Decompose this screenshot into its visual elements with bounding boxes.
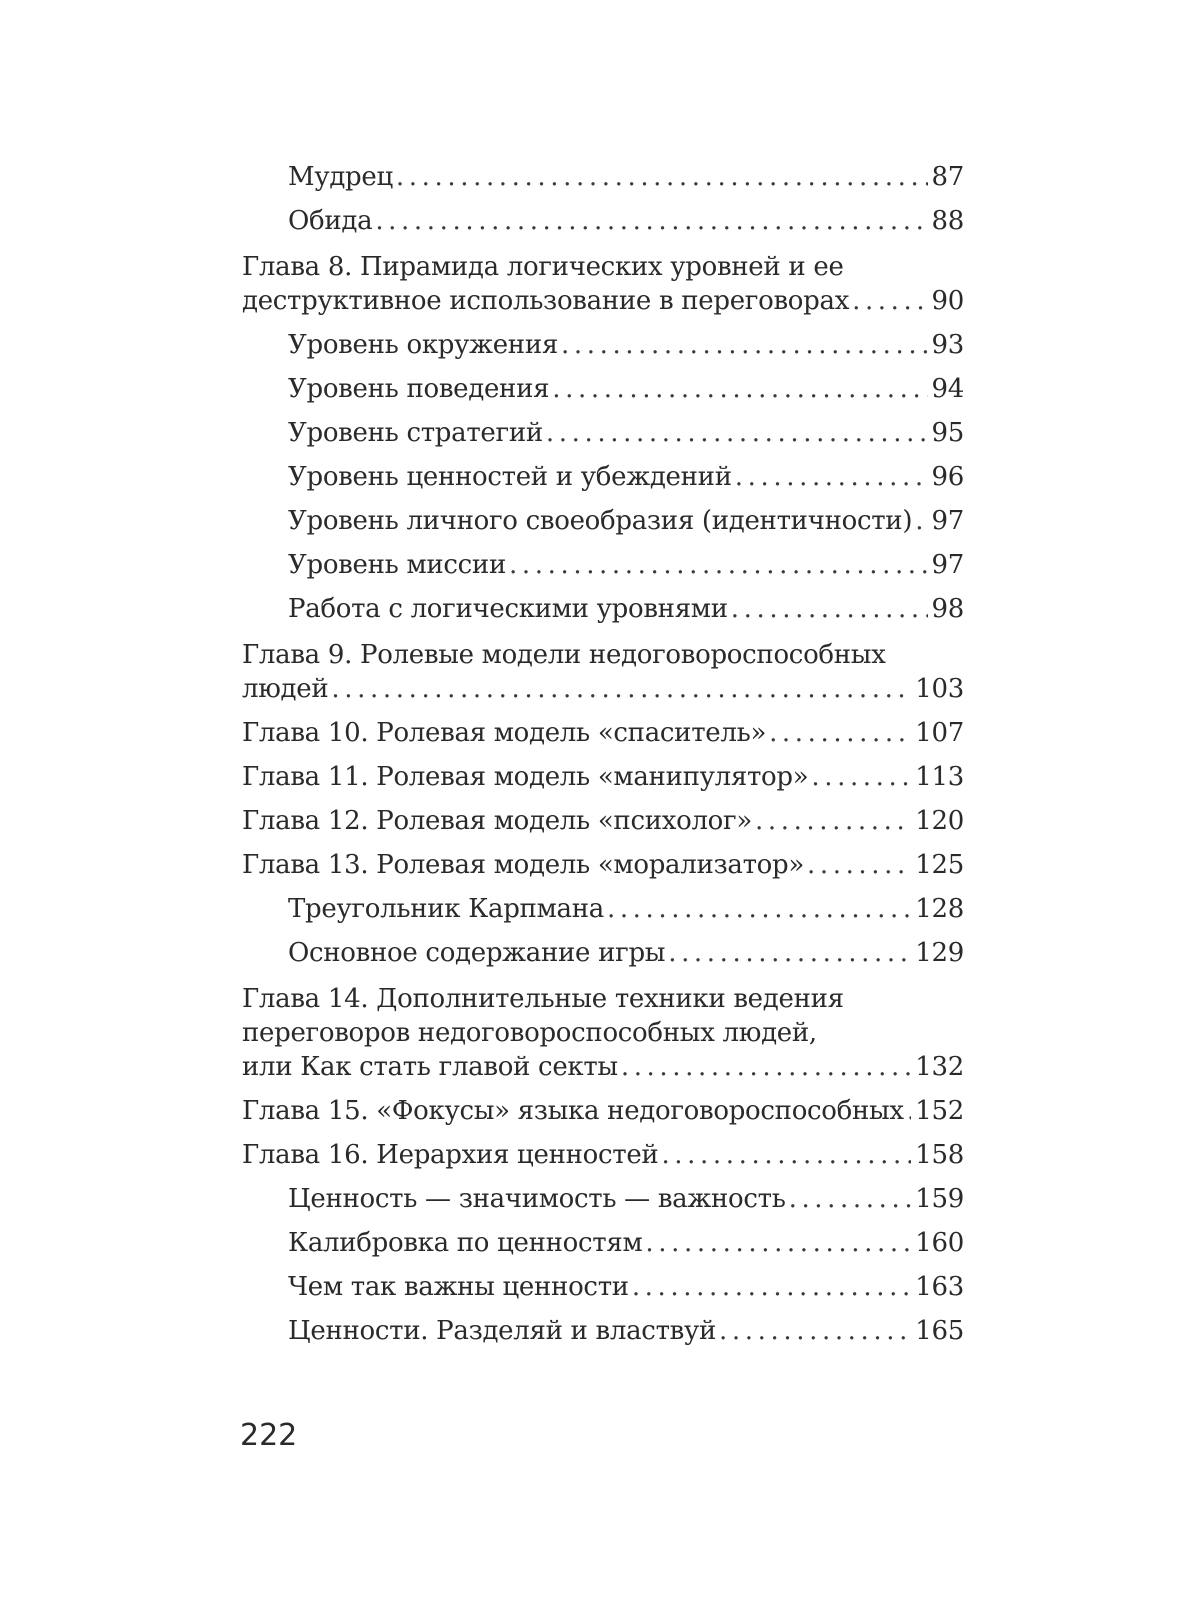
toc-entry-line <box>288 204 964 238</box>
dot-leader <box>645 1226 911 1260</box>
toc-title: Ценности. Разделяй и властвуй <box>288 1316 717 1346</box>
toc-page-number: 107 <box>915 718 964 748</box>
toc-title: Мудрец <box>288 162 393 192</box>
dot-leader <box>668 936 911 970</box>
dot-leader <box>719 1314 911 1348</box>
toc-title: Уровень миссии <box>288 550 506 580</box>
toc-title: Основное содержание игры <box>288 938 666 968</box>
toc-page-number: 96 <box>931 462 964 492</box>
dot-leader <box>509 548 928 582</box>
dot-leader <box>396 160 928 194</box>
toc-title: Ценность — значимость — важность <box>288 1184 786 1214</box>
toc-section-entry <box>242 504 964 538</box>
toc-page-number: 160 <box>915 1228 964 1258</box>
toc-title: людей <box>242 674 329 704</box>
toc-entry-line <box>288 936 964 970</box>
toc-page-number: 97 <box>931 506 964 536</box>
dot-leader <box>621 1050 911 1084</box>
toc-chapter-entry <box>242 716 964 750</box>
toc-chapter-entry <box>242 250 964 318</box>
toc-entry-line <box>288 416 964 450</box>
dot-leader <box>375 204 927 238</box>
toc-entry-line <box>242 672 964 706</box>
toc-chapter-entry <box>242 804 964 838</box>
toc-title: Уровень окружения <box>288 330 558 360</box>
toc-entry-line <box>288 504 964 538</box>
toc-title: Чем так важны ценности <box>288 1272 629 1302</box>
toc-chapter-entry <box>242 982 964 1084</box>
dot-leader <box>552 372 927 406</box>
toc-section-entry <box>242 936 964 970</box>
toc-section-entry <box>242 892 964 926</box>
toc-title: Глава 11. Ролевая модель «манипулятор» <box>242 762 809 792</box>
toc-title: Глава 15. «Фокусы» языка недоговороспособных <box>242 1096 904 1126</box>
toc-entry-line <box>242 716 964 750</box>
toc-page-number: 88 <box>931 206 964 236</box>
toc-entry-line <box>288 892 964 926</box>
toc-title: Глава 16. Иерархия ценностей <box>242 1140 659 1170</box>
toc-title: Глава 12. Ролевая модель «психолог» <box>242 806 752 836</box>
toc-section-entry <box>242 416 964 450</box>
toc-section-entry <box>242 548 964 582</box>
toc-title-line: Глава 14. Дополнительные техники ведения <box>242 984 844 1014</box>
table-of-contents <box>242 160 964 1348</box>
dot-leader <box>811 760 911 794</box>
toc-page-number: 97 <box>931 550 964 580</box>
dot-leader <box>735 460 928 494</box>
toc-page-number: 94 <box>931 374 964 404</box>
toc-entry-line <box>288 1182 964 1216</box>
dot-leader <box>561 328 928 362</box>
toc-section-entry <box>242 592 964 626</box>
toc-entry-line <box>242 1094 964 1128</box>
toc-section-entry <box>242 160 964 194</box>
toc-page-number: 159 <box>915 1184 964 1214</box>
toc-title: Глава 10. Ролевая модель «спаситель» <box>242 718 767 748</box>
toc-section-entry <box>242 1314 964 1348</box>
toc-chapter-entry <box>242 848 964 882</box>
toc-page-number: 129 <box>915 938 964 968</box>
toc-entry-line <box>288 372 964 406</box>
toc-title-line: Глава 9. Ролевые модели недоговороспособных <box>242 640 886 670</box>
toc-page-number: 95 <box>931 418 964 448</box>
toc-section-entry <box>242 1270 964 1304</box>
dot-leader <box>852 284 927 318</box>
toc-title: Уровень ценностей и убеждений <box>288 462 732 492</box>
toc-entry-line <box>288 1314 964 1348</box>
toc-title: Глава 13. Ролевая модель «морализатор» <box>242 850 804 880</box>
toc-section-entry <box>242 372 964 406</box>
dot-leader <box>331 672 911 706</box>
toc-page-number: 163 <box>915 1272 964 1302</box>
toc-section-entry <box>242 328 964 362</box>
toc-title: Треугольник Карпмана <box>288 894 604 924</box>
toc-title: или Как стать главой секты <box>242 1052 618 1082</box>
dot-leader <box>607 892 911 926</box>
toc-page-number: 125 <box>915 850 964 880</box>
toc-page-number: 165 <box>915 1316 964 1346</box>
dot-leader <box>915 504 927 538</box>
toc-entry-line <box>242 1138 964 1172</box>
dot-leader <box>789 1182 912 1216</box>
toc-page-number: 120 <box>915 806 964 836</box>
toc-title: Калибровка по ценностям <box>288 1228 643 1258</box>
toc-entry-line <box>288 1270 964 1304</box>
toc-entry-line <box>288 592 964 626</box>
toc-chapter-entry <box>242 760 964 794</box>
toc-entry-line <box>288 160 964 194</box>
page-number: 222 <box>240 1418 298 1453</box>
toc-page-number: 87 <box>931 162 964 192</box>
toc-entry-line <box>288 1226 964 1260</box>
dot-leader <box>907 1094 911 1128</box>
toc-section-entry <box>242 1226 964 1260</box>
toc-title: Уровень стратегий <box>288 418 543 448</box>
toc-title: Уровень личного своеобразия (идентичности) <box>288 506 913 536</box>
toc-entry-line <box>242 1050 964 1084</box>
dot-leader <box>661 1138 911 1172</box>
dot-leader <box>546 416 928 450</box>
toc-entry-line <box>288 460 964 494</box>
toc-page-number: 152 <box>915 1096 964 1126</box>
toc-title: деструктивное использование в переговорах <box>242 286 850 316</box>
toc-entry-line <box>242 284 964 318</box>
dot-leader <box>807 848 911 882</box>
toc-section-entry <box>242 1182 964 1216</box>
toc-chapter-entry <box>242 638 964 706</box>
toc-title-line: переговоров недоговороспособных людей, <box>242 1018 817 1048</box>
dot-leader <box>731 592 928 626</box>
dot-leader <box>755 804 911 838</box>
toc-page-number: 103 <box>915 674 964 704</box>
toc-entry-line <box>242 848 964 882</box>
toc-page-number: 132 <box>915 1052 964 1082</box>
toc-entry-line <box>242 760 964 794</box>
toc-entry-line <box>288 548 964 582</box>
toc-page-number: 158 <box>915 1140 964 1170</box>
toc-section-entry <box>242 204 964 238</box>
toc-title: Работа с логическими уровнями <box>288 594 728 624</box>
toc-page-number: 90 <box>931 286 964 316</box>
toc-entry-line <box>288 328 964 362</box>
toc-entry-line <box>242 804 964 838</box>
toc-title: Уровень поведения <box>288 374 550 404</box>
toc-page-number: 128 <box>915 894 964 924</box>
toc-chapter-entry <box>242 1094 964 1128</box>
toc-title-line: Глава 8. Пирамида логических уровней и ее <box>242 252 844 282</box>
toc-page-number: 113 <box>915 762 964 792</box>
toc-page-number: 93 <box>931 330 964 360</box>
toc-page-number: 98 <box>931 594 964 624</box>
toc-title: Обида <box>288 206 373 236</box>
dot-leader <box>632 1270 911 1304</box>
dot-leader <box>769 716 911 750</box>
toc-chapter-entry <box>242 1138 964 1172</box>
toc-section-entry <box>242 460 964 494</box>
